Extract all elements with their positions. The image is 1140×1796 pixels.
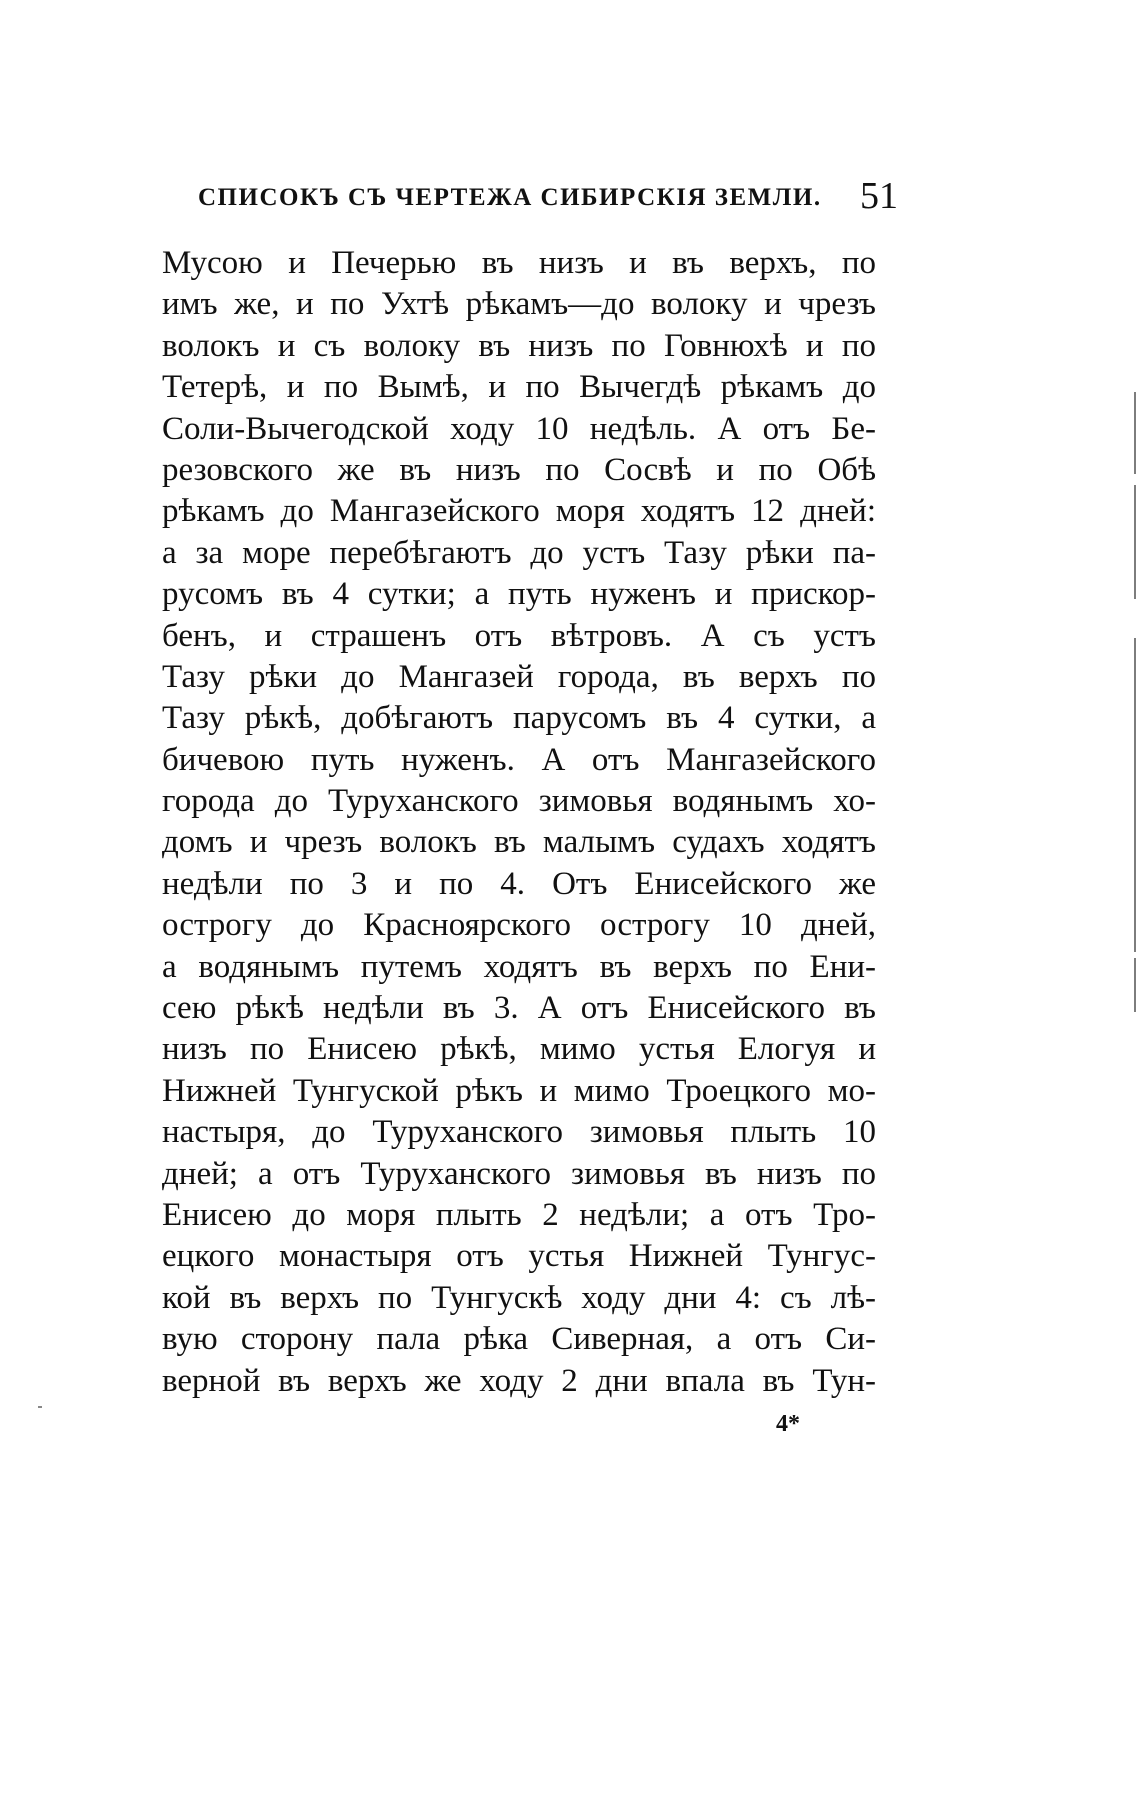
text-line: сею рѣкѣ недѣли въ 3. А отъ Енисейского въ [162,990,876,1027]
text-line: Енисею до моря плыть 2 недѣли; а отъ Тро- [162,1196,876,1233]
text-line: а водянымъ путемъ ходятъ въ верхъ по Ени- [162,948,876,985]
text-line: Тетерѣ, и по Вымѣ, и по Вычегдѣ рѣкамъ до [162,369,876,406]
running-title: СПИСОКЪ СЪ ЧЕРТЕЖА СИБИРСКІЯ ЗЕМЛИ. [198,184,822,211]
text-line: бичевою путь нуженъ. А отъ Мангазейского [162,741,876,778]
text-line: Тазу рѣки до Мангазей города, въ верхъ по [162,658,876,695]
text-line: города до Туруханского зимовья водянымъ хо- [162,783,876,820]
text-line: настыря, до Туруханского зимовья плыть 10 [162,1114,876,1151]
text-line: ецкого монастыря отъ устья Нижней Тунгус- [162,1238,876,1275]
text-line: Мусою и Печерью въ низъ и въ верхъ, по [162,245,876,281]
text-line: дней; а отъ Туруханского зимовья въ низъ по [162,1155,876,1192]
text-line: волокъ и съ волоку въ низъ по Говнюхѣ и по [162,327,876,364]
text-line: русомъ въ 4 сутки; а путь нуженъ и прискор- [162,576,876,613]
text-line: а за море перебѣгаютъ до устъ Тазу рѣки па- [162,534,876,571]
page-number: 51 [860,175,898,217]
text-line: Соли-Вычегодской ходу 10 недѣль. А отъ Бе- [162,410,876,447]
text-line: домъ и чрезъ волокъ въ малымъ судахъ ходятъ [162,824,876,861]
text-line: имъ же, и по Ухтѣ рѣкамъ—до волоку и чрезъ [162,286,876,323]
scan-edge-mark [1134,485,1136,599]
scan-edge-mark [1134,958,1136,1012]
scan-edge-mark [1134,638,1136,952]
text-line: рѣкамъ до Мангазейского моря ходятъ 12 дней: [162,493,876,530]
text-line: Нижней Тунгуской рѣкъ и мимо Троецкого мо- [162,1072,876,1109]
scan-edge-mark [1134,392,1136,474]
text-line: вую сторону пала рѣка Сиверная, а отъ Си- [162,1321,876,1358]
text-line: резовского же въ низъ по Сосвѣ и по Обѣ [162,451,876,488]
running-head [198,176,898,220]
text-line: Тазу рѣкѣ, добѣгаютъ парусомъ въ 4 сутки, а [162,700,876,737]
text-line: низъ по Енисею рѣкѣ, мимо устья Елогуя и [162,1031,876,1068]
text-line: острогу до Красноярского острогу 10 дней, [162,907,876,944]
scan-dust-mark [38,1406,42,1408]
text-line: верной въ верхъ же ходу 2 дни впала въ Тун- [162,1362,876,1399]
text-line: бенъ, и страшенъ отъ вѣтровъ. А съ устъ [162,617,876,654]
text-line: кой въ верхъ по Тунгускѣ ходу дни 4: съ лѣ- [162,1279,876,1316]
body-text [162,243,876,1402]
text-line: недѣли по 3 и по 4. Отъ Енисейского же [162,865,876,902]
printer-signature-mark: 4* [776,1411,800,1437]
